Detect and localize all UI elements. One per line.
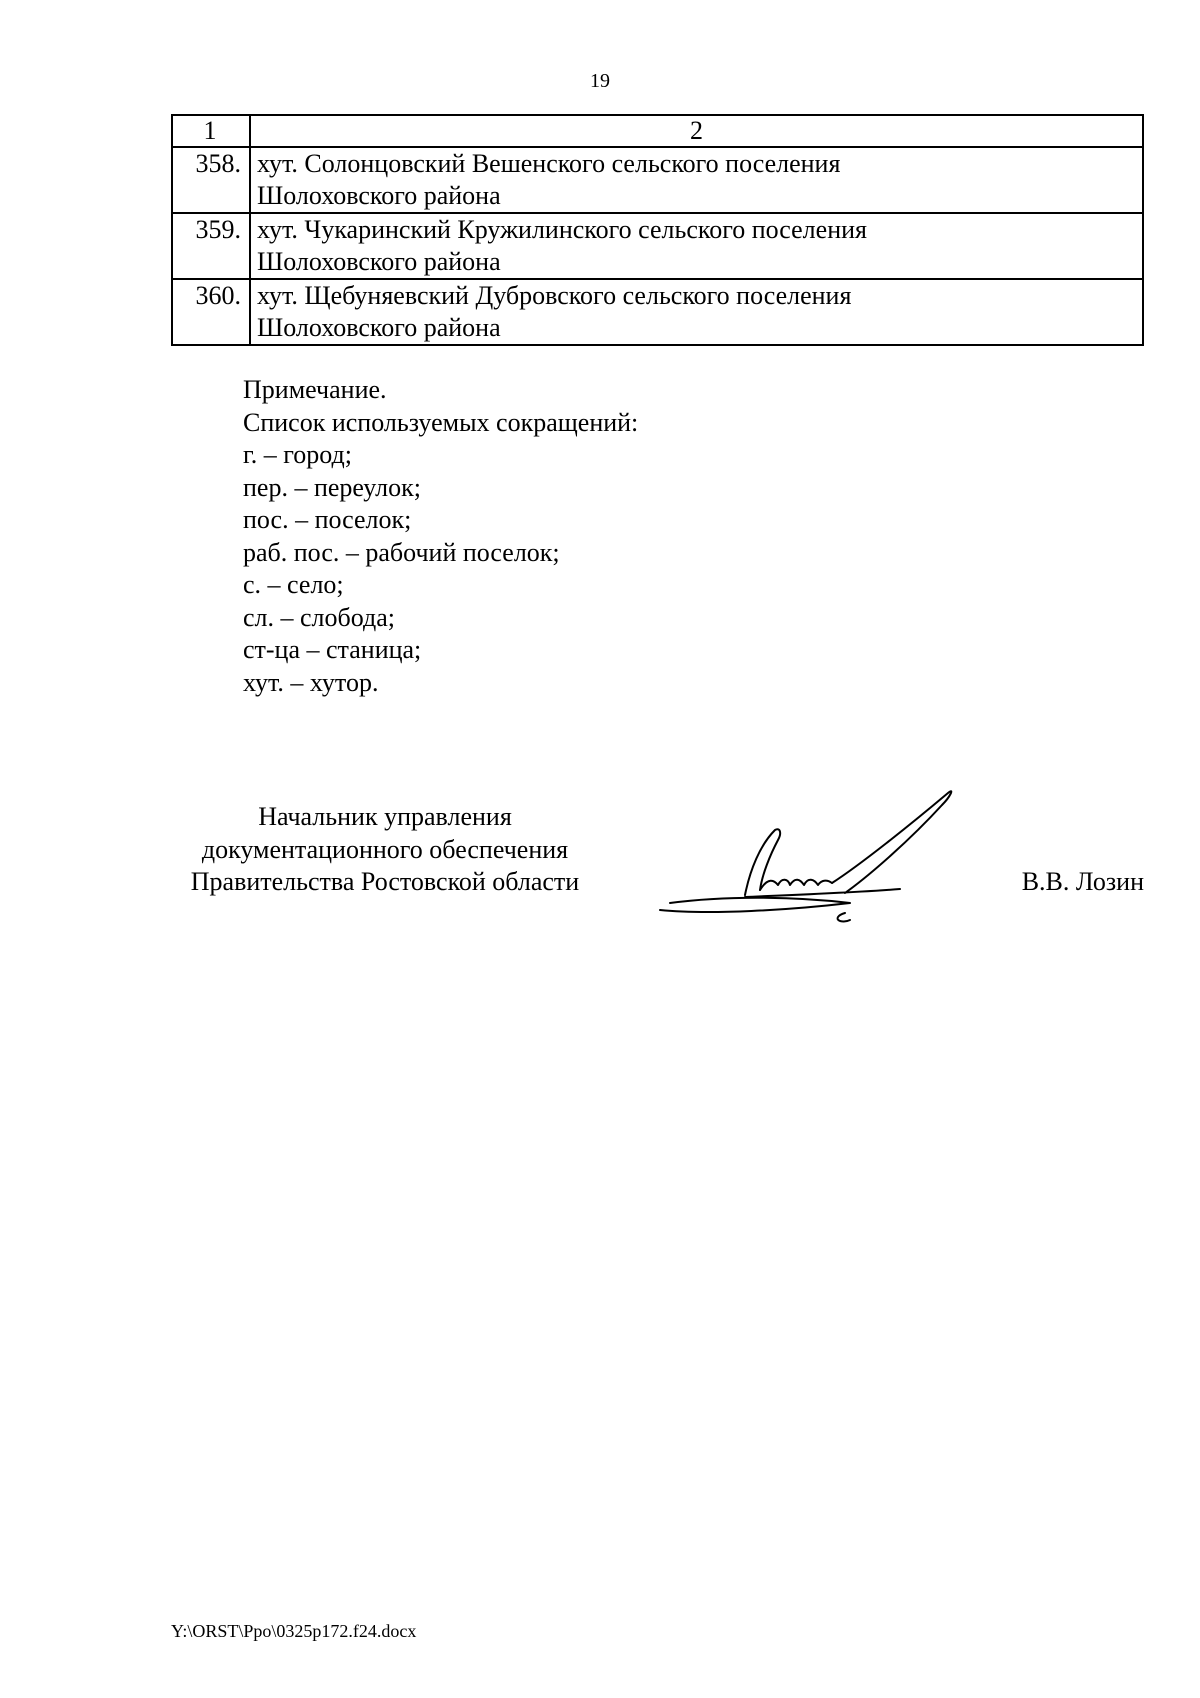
table-header-row [172,115,1143,147]
signatory-position [170,801,600,899]
row-number: 358. [172,147,250,213]
row-number: 359. [172,213,250,279]
abbreviation-item: с. – село; [243,570,344,599]
table-row [172,147,1143,213]
abbreviation-item: раб. пос. – рабочий поселок; [243,537,560,567]
abbreviation-item: ст-ца – станица; [243,635,422,664]
abbreviation-item: пер. – переулок; [243,472,421,502]
table-header-col-2: 2 [250,115,1143,147]
row-name-line1: хут. Чукаринский Кружилинского сельского поселения [257,215,867,244]
handwritten-signature [650,785,980,925]
row-name [250,213,1143,279]
row-name-line2: Шолоховского района [257,181,501,210]
row-number: 360. [172,279,250,345]
row-name [250,279,1143,345]
abbreviation-item: сл. – слобода; [243,602,396,632]
page-number: 19 [590,70,610,92]
table-row [172,279,1143,345]
note-title: Примечание. [243,375,387,404]
settlements-table [171,114,1144,346]
position-line: Правительства Ростовской области [190,867,580,896]
abbreviation-item: г. – город; [243,440,352,469]
position-line: Начальник управления [258,802,512,831]
signatory-name: В.В. Лозин [1021,867,1144,896]
file-path-footer: Y:\ORST\Ppo\0325p172.f24.docx [171,1621,417,1641]
position-line: документационного обеспечения [201,834,569,864]
row-name-line1: хут. Солонцовский Вешенского сельского поселения [257,149,841,178]
abbreviation-item: хут. – хутор. [243,667,379,697]
row-name-line2: Шолоховского района [257,247,501,276]
row-name-line2: Шолоховского района [257,313,501,342]
abbreviation-item: пос. – поселок; [243,505,412,534]
abbreviations-note [243,374,638,699]
row-name-line1: хут. Щебуняевский Дубровского сельского поселения [257,281,852,310]
row-name [250,147,1143,213]
note-intro: Список используемых сокращений: [243,407,639,437]
table-header-col-1: 1 [172,115,250,147]
table-row [172,213,1143,279]
